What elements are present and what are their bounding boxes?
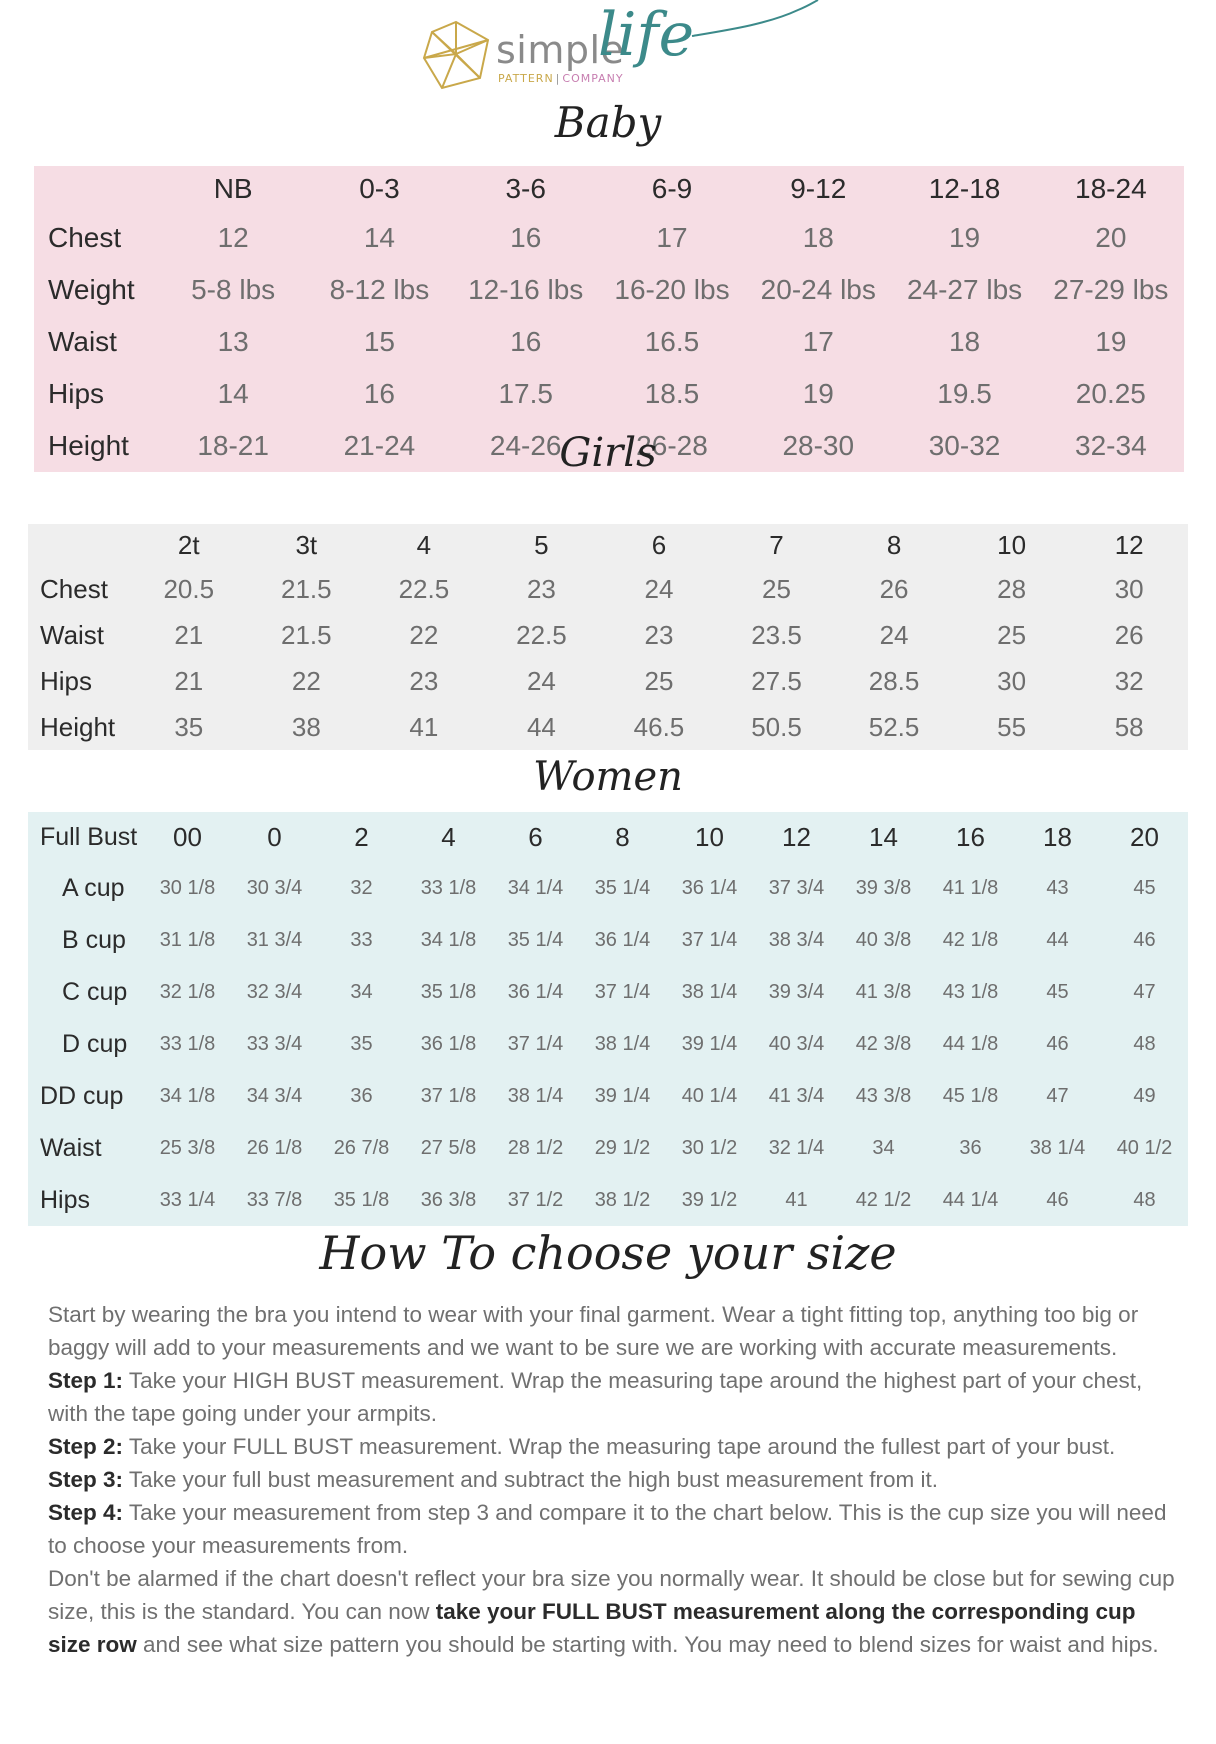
table-cell: 12-16 lbs — [468, 274, 584, 305]
table-cell: 30 3/4 — [246, 876, 303, 899]
table-cell: 27-29 lbs — [1053, 274, 1169, 305]
table-cell: 27 5/8 — [420, 1136, 477, 1159]
table-row — [28, 1070, 1188, 1122]
table-cell: 36 1/4 — [507, 980, 564, 1003]
howto-step-1 — [48, 1364, 1178, 1430]
table-cell: 25 3/8 — [159, 1136, 216, 1159]
table-cell: 31 1/8 — [159, 928, 216, 951]
table-cell: 39 1/4 — [594, 1084, 651, 1107]
table-cell: 39 1/4 — [681, 1032, 738, 1055]
table-cell: 32-34 — [1075, 430, 1147, 461]
table-row — [28, 612, 1188, 658]
table-cell: 12 — [217, 222, 249, 253]
table-cell: 41 1/8 — [942, 876, 999, 899]
table-cell: 23.5 — [751, 619, 802, 650]
women-size-header: 20 — [1130, 821, 1159, 852]
table-cell: 14 — [363, 222, 395, 253]
row-label: Chest — [40, 573, 108, 604]
table-cell: 20-24 lbs — [760, 274, 876, 305]
howto-title: How To choose your size — [319, 1226, 897, 1280]
table-cell: 22.5 — [516, 619, 567, 650]
table-cell: 32 — [1114, 665, 1144, 696]
table-cell: 33 7/8 — [246, 1188, 303, 1211]
table-cell: 21.5 — [281, 573, 332, 604]
table-cell: 37 1/8 — [420, 1084, 477, 1107]
table-cell: 17 — [656, 222, 688, 253]
table-cell: 55 — [997, 711, 1027, 742]
row-label: A cup — [62, 873, 125, 902]
table-cell: 34 3/4 — [246, 1084, 303, 1107]
baby-size-header: 6-9 — [651, 173, 693, 204]
table-cell: 47 — [1046, 1084, 1069, 1107]
women-size-header: 12 — [782, 821, 811, 852]
table-cell: 46 — [1046, 1188, 1069, 1211]
women-section-title: Women — [533, 754, 683, 800]
table-cell: 19 — [1095, 326, 1127, 357]
table-cell: 27.5 — [751, 665, 802, 696]
table-cell: 45 1/8 — [942, 1084, 999, 1107]
step-2-label: Step 2: — [48, 1434, 124, 1459]
table-cell: 17 — [802, 326, 834, 357]
baby-header-row — [34, 166, 1184, 212]
row-label: Hips — [40, 665, 93, 696]
table-cell: 35 — [350, 1032, 373, 1055]
table-row — [28, 1122, 1188, 1174]
note-part-c: and see what size pattern you should be starting with. You may need to blend sizes for waist and hips. — [136, 1632, 1159, 1657]
howto-step-3 — [48, 1463, 1178, 1496]
table-cell: 18 — [802, 222, 834, 253]
table-cell: 16.5 — [644, 326, 700, 357]
table-cell: 42 3/8 — [855, 1032, 912, 1055]
women-corner-label: Full Bust — [40, 822, 138, 851]
women-size-header: 2 — [354, 821, 369, 852]
baby-size-table — [34, 166, 1184, 472]
table-cell: 44 — [526, 711, 556, 742]
table-cell: 46 — [1133, 928, 1156, 951]
table-cell: 48 — [1133, 1188, 1156, 1211]
table-cell: 30-32 — [928, 430, 1001, 461]
row-label: DD cup — [40, 1081, 124, 1110]
women-header-row — [28, 812, 1188, 862]
table-cell: 16-20 lbs — [614, 274, 730, 305]
row-label: Hips — [40, 1185, 91, 1214]
table-cell: 36 3/8 — [420, 1188, 477, 1211]
baby-size-header: NB — [213, 173, 253, 204]
table-cell: 8-12 lbs — [329, 274, 430, 305]
table-cell: 43 1/8 — [942, 980, 999, 1003]
note-emphasis: take your FULL BUST measurement along the corresponding cup size row — [48, 1599, 1136, 1657]
baby-size-header: 12-18 — [928, 173, 1001, 204]
table-cell: 47 — [1133, 980, 1156, 1003]
table-cell: 34 — [872, 1136, 895, 1159]
women-size-header: 6 — [528, 821, 543, 852]
table-cell: 33 1/8 — [159, 1032, 216, 1055]
girls-section-title: Girls — [559, 430, 657, 476]
table-cell: 26-28 — [636, 430, 708, 461]
table-cell: 20.5 — [163, 573, 215, 604]
baby-size-header: 9-12 — [790, 173, 847, 204]
step-1-text: Take your HIGH BUST measurement. Wrap the measuring tape around the highest part of your chest, with the tape going under your armpits. — [48, 1368, 1143, 1426]
row-label: Height — [40, 711, 116, 742]
row-label: Waist — [40, 619, 105, 650]
table-row — [28, 658, 1188, 704]
table-cell: 16 — [510, 326, 542, 357]
row-label: Height — [48, 430, 129, 461]
table-cell: 42 1/8 — [942, 928, 999, 951]
table-cell: 44 1/4 — [942, 1188, 999, 1211]
table-cell: 33 1/8 — [420, 876, 477, 899]
baby-size-header: 18-24 — [1075, 173, 1147, 204]
logo-life-word: life — [598, 0, 695, 70]
table-row — [28, 862, 1188, 914]
women-size-header: 0 — [267, 821, 282, 852]
table-cell: 33 — [350, 928, 373, 951]
table-cell: 38 — [291, 711, 321, 742]
table-cell: 32 3/4 — [246, 980, 303, 1003]
table-cell: 35 1/4 — [594, 876, 651, 899]
table-cell: 21 — [174, 619, 204, 650]
table-cell: 38 3/4 — [768, 928, 825, 951]
baby-section-title: Baby — [554, 98, 662, 147]
step-3-text: Take your full bust measurement and subtract the high bust measurement from it. — [123, 1467, 939, 1492]
girls-header-row — [28, 524, 1188, 566]
women-table-body — [28, 812, 1188, 1226]
women-size-table — [28, 812, 1188, 1226]
table-row — [34, 264, 1184, 316]
table-row — [28, 914, 1188, 966]
table-cell: 40 1/4 — [681, 1084, 738, 1107]
table-cell: 39 3/4 — [768, 980, 825, 1003]
table-cell: 34 1/8 — [159, 1084, 216, 1107]
girls-size-header: 8 — [886, 529, 902, 560]
table-cell: 34 1/4 — [507, 876, 564, 899]
table-cell: 18-21 — [197, 430, 269, 461]
table-cell: 32 — [350, 876, 373, 899]
table-cell: 18.5 — [644, 378, 700, 409]
table-cell: 25 — [644, 665, 674, 696]
baby-size-header: 0-3 — [359, 173, 400, 204]
table-cell: 36 — [350, 1084, 373, 1107]
table-cell: 40 3/8 — [855, 928, 912, 951]
table-cell: 20.25 — [1075, 378, 1146, 409]
table-cell: 21 — [174, 665, 204, 696]
row-label: Waist — [40, 1133, 102, 1162]
girls-size-header: 12 — [1114, 529, 1144, 560]
girls-table-body — [28, 524, 1188, 750]
table-cell: 43 — [1046, 876, 1069, 899]
table-row — [28, 966, 1188, 1018]
table-cell: 20 — [1095, 222, 1127, 253]
table-row — [28, 704, 1188, 750]
table-cell: 30 — [997, 665, 1027, 696]
women-size-header: 10 — [695, 821, 724, 852]
table-cell: 15 — [363, 326, 395, 357]
girls-size-table — [28, 524, 1188, 750]
table-cell: 45 — [1133, 876, 1156, 899]
brand-logo — [420, 0, 820, 96]
table-cell: 19 — [802, 378, 834, 409]
table-cell: 37 1/4 — [681, 928, 738, 951]
table-cell: 39 1/2 — [681, 1188, 738, 1211]
table-cell: 35 1/8 — [420, 980, 477, 1003]
table-cell: 31 3/4 — [246, 928, 303, 951]
table-cell: 28 — [997, 573, 1027, 604]
baby-table-body — [34, 166, 1184, 472]
table-cell: 14 — [217, 378, 249, 409]
table-cell: 58 — [1114, 711, 1144, 742]
table-cell: 41 3/8 — [855, 980, 912, 1003]
row-label: C cup — [62, 977, 128, 1006]
table-row — [34, 368, 1184, 420]
logo-subline: PATTERN | COMPANY — [498, 72, 624, 85]
table-row — [28, 1018, 1188, 1070]
table-cell: 38 1/4 — [1029, 1136, 1086, 1159]
table-cell: 28 1/2 — [507, 1136, 564, 1159]
table-cell: 36 — [959, 1136, 982, 1159]
table-cell: 26 7/8 — [333, 1136, 390, 1159]
girls-size-header: 10 — [997, 529, 1027, 560]
step-2-text: Take your FULL BUST measurement. Wrap the measuring tape around the fullest part of your bust. — [123, 1434, 1116, 1459]
row-label: Weight — [48, 274, 135, 305]
table-cell: 37 1/4 — [594, 980, 651, 1003]
table-row — [28, 566, 1188, 612]
table-cell: 16 — [363, 378, 395, 409]
table-cell: 38 1/4 — [681, 980, 738, 1003]
table-cell: 46 — [1046, 1032, 1069, 1055]
table-cell: 26 — [879, 573, 909, 604]
step-4-label: Step 4: — [48, 1500, 124, 1525]
table-cell: 37 1/2 — [507, 1188, 564, 1211]
table-cell: 44 1/8 — [942, 1032, 999, 1055]
geometric-gem-icon — [420, 18, 492, 92]
table-cell: 40 3/4 — [768, 1032, 825, 1055]
table-cell: 38 1/4 — [594, 1032, 651, 1055]
table-cell: 21-24 — [343, 430, 416, 461]
step-1-label: Step 1: — [48, 1368, 124, 1393]
table-cell: 23 — [409, 665, 439, 696]
table-cell: 35 1/8 — [333, 1188, 390, 1211]
table-cell: 17.5 — [498, 378, 553, 409]
girls-size-header: 3t — [295, 529, 318, 560]
table-cell: 22.5 — [398, 573, 450, 604]
table-cell: 5-8 lbs — [191, 274, 276, 305]
table-cell: 41 — [409, 711, 439, 742]
howto-note — [48, 1562, 1178, 1661]
table-cell: 35 — [174, 711, 204, 742]
table-cell: 18 — [948, 326, 981, 357]
women-size-header: 16 — [956, 821, 985, 852]
table-cell: 26 1/8 — [246, 1136, 303, 1159]
logo-simple-word: simple — [496, 28, 625, 72]
table-cell: 38 1/2 — [594, 1188, 651, 1211]
girls-size-header: 4 — [416, 529, 432, 560]
table-cell: 29 1/2 — [594, 1136, 651, 1159]
table-cell: 19 — [948, 222, 981, 253]
women-size-header: 18 — [1043, 821, 1072, 852]
girls-size-header: 2t — [177, 529, 200, 560]
table-cell: 37 3/4 — [768, 876, 825, 899]
howto-step-4 — [48, 1496, 1178, 1562]
table-cell: 22 — [409, 619, 439, 650]
step-3-label: Step 3: — [48, 1467, 124, 1492]
table-cell: 24 — [879, 619, 909, 650]
table-cell: 30 1/2 — [681, 1136, 738, 1159]
table-cell: 28-30 — [782, 430, 855, 461]
girls-size-header: 5 — [534, 529, 549, 560]
table-cell: 24 — [644, 573, 674, 604]
row-label: B cup — [62, 925, 126, 954]
howto-step-2 — [48, 1430, 1178, 1463]
table-row — [28, 1174, 1188, 1226]
table-cell: 39 3/8 — [855, 876, 912, 899]
table-cell: 49 — [1133, 1084, 1156, 1107]
table-cell: 33 3/4 — [246, 1032, 303, 1055]
table-cell: 30 — [1114, 573, 1144, 604]
table-cell: 35 1/4 — [507, 928, 564, 951]
table-cell: 36 1/4 — [681, 876, 738, 899]
row-label: Hips — [48, 378, 105, 409]
table-cell: 52.5 — [868, 711, 920, 742]
women-size-header: 8 — [615, 821, 630, 852]
women-size-header: 14 — [869, 821, 898, 852]
row-label: Waist — [48, 326, 117, 357]
table-cell: 33 1/4 — [159, 1188, 216, 1211]
baby-size-header: 3-6 — [505, 173, 546, 204]
row-label: Chest — [48, 222, 122, 253]
table-cell: 32 1/8 — [159, 980, 216, 1003]
table-cell: 42 1/2 — [855, 1188, 912, 1211]
table-cell: 34 — [350, 980, 373, 1003]
logo-swirl-icon — [688, 0, 820, 40]
table-row — [34, 212, 1184, 264]
table-cell: 28.5 — [868, 665, 920, 696]
table-cell: 41 3/4 — [768, 1084, 825, 1107]
howto-intro: Start by wearing the bra you intend to wear with your final garment. Wear a tight fitting top, anything too big or baggy will add to your measurements and we want to be sure we are working with accurate measurements. — [48, 1302, 1139, 1360]
baby-corner-label — [34, 166, 160, 212]
table-cell: 13 — [217, 326, 249, 357]
table-cell: 36 1/4 — [594, 928, 651, 951]
girls-corner-label — [28, 524, 130, 566]
table-cell: 25 — [997, 619, 1027, 650]
table-cell: 16 — [510, 222, 542, 253]
table-cell: 21.5 — [281, 619, 332, 650]
table-cell: 23 — [644, 619, 674, 650]
table-cell: 32 1/4 — [768, 1136, 825, 1159]
table-cell: 50.5 — [751, 711, 802, 742]
howto-instructions — [48, 1298, 1178, 1661]
table-cell: 24 — [526, 665, 556, 696]
logo-company-word: COMPANY — [562, 72, 624, 85]
table-cell: 43 3/8 — [855, 1084, 912, 1107]
table-cell: 41 — [785, 1188, 808, 1211]
table-cell: 24-26 — [489, 430, 562, 461]
table-cell: 45 — [1046, 980, 1069, 1003]
table-cell: 36 1/8 — [420, 1032, 477, 1055]
table-cell: 38 1/4 — [507, 1084, 564, 1107]
table-cell: 23 — [526, 573, 556, 604]
logo-pattern-word: PATTERN — [498, 72, 554, 85]
table-cell: 19.5 — [937, 378, 992, 409]
row-label: D cup — [62, 1029, 128, 1058]
women-size-header: 00 — [173, 821, 202, 852]
table-cell: 37 1/4 — [507, 1032, 564, 1055]
girls-size-header: 6 — [651, 529, 667, 560]
step-4-text: Take your measurement from step 3 and compare it to the chart below. This is the cup size you will need to choose your measurements from. — [48, 1500, 1167, 1558]
girls-size-header: 7 — [769, 529, 784, 560]
table-cell: 25 — [762, 573, 791, 604]
table-cell: 24-27 lbs — [906, 274, 1023, 305]
table-cell: 46.5 — [633, 711, 685, 742]
table-cell: 48 — [1133, 1032, 1156, 1055]
table-cell: 44 — [1046, 928, 1069, 951]
table-cell: 34 1/8 — [420, 928, 477, 951]
table-cell: 40 1/2 — [1116, 1136, 1173, 1159]
table-cell: 26 — [1114, 619, 1144, 650]
table-row — [34, 316, 1184, 368]
note-part-a: Don't be alarmed if the chart doesn't reflect your bra size you normally wear. It should be close but for sewing cup size, this is the standard. You can now — [48, 1566, 1175, 1624]
table-cell: 30 1/8 — [159, 876, 216, 899]
table-cell: 22 — [291, 665, 321, 696]
women-size-header: 4 — [441, 821, 456, 852]
